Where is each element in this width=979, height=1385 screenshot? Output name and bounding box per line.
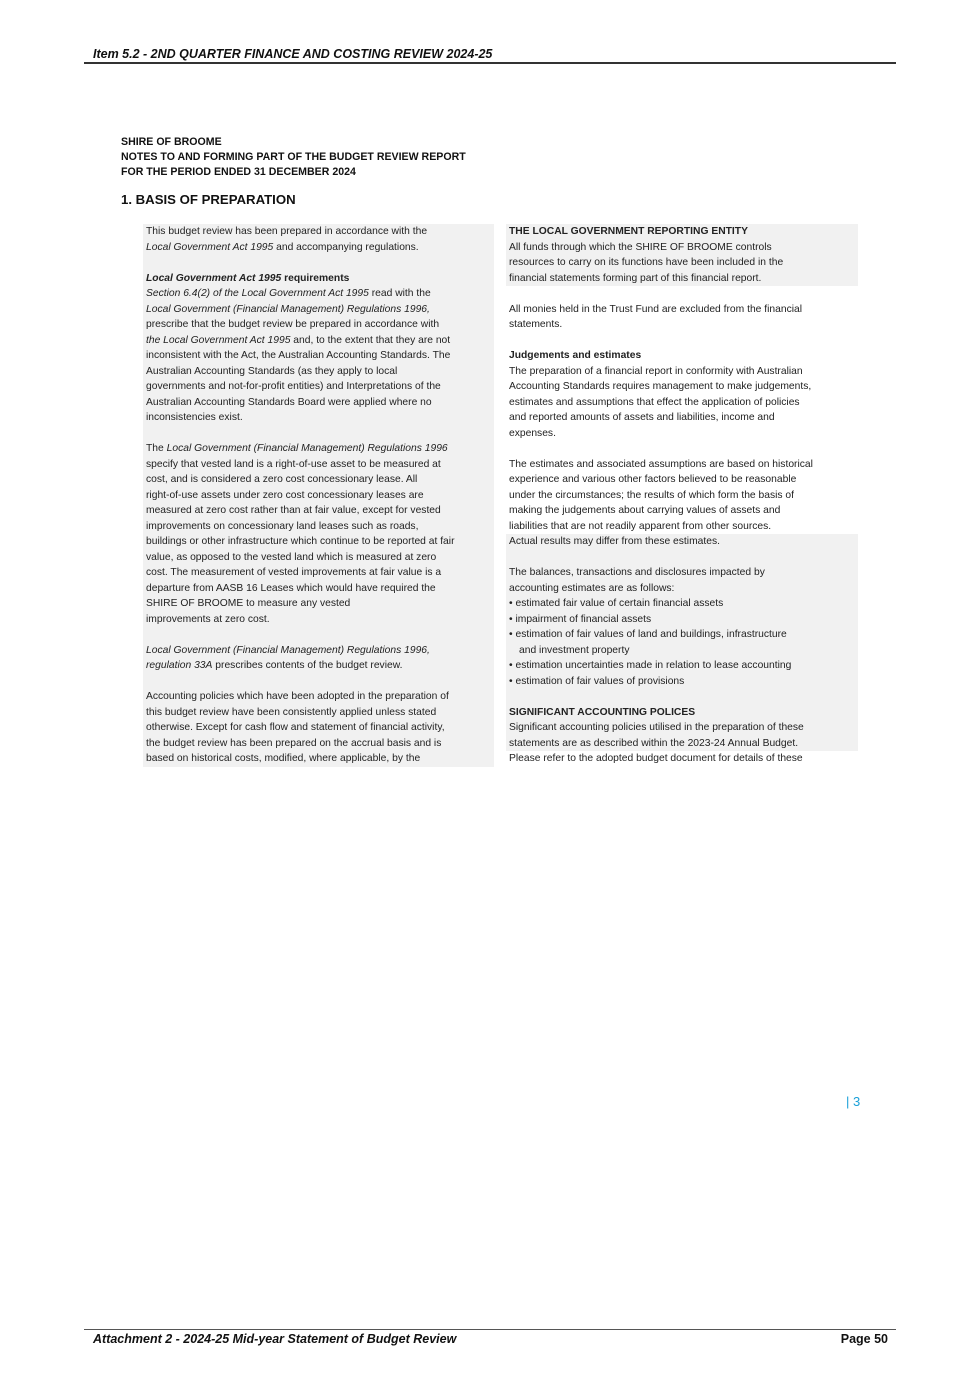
right-column: THE LOCAL GOVERNMENT REPORTING ENTITY All funds through which the SHIRE OF BROOME controls resources to carry on its functions have been included in the financial statements forming part of this financial report. All monies held in the Trust Fund are excluded from the financial statements. Judgements and estimates The preparation of a financial report in conformity with Australian Accounting Standards requires management to make judgements, estimates and assumptions that effect the application of policies and reported amounts of assets and liabilities, income and expenses. The estimates and associated assumptions are based on historical experience and various other factors believed to be reasonable under the circumstances; the results of which form the basis of making the judgements about carrying values of assets and liabilities that are not readily apparent from other sources. Actual results may differ from these estimates. The balances, transactions and disclosures impacted by accounting estimates are as follows: • estimated fair value of certain financial assets • impairment of financial assets • estimation of fair values of land and buildings, infrastructure and investment property • estimation uncertainties made in relation to lease accounting • estimation of fair values of provisions SIGNIFICANT ACCOUNTING POLICES Significant accounting policies utilised in the preparation of these statements are as described within the 2023-24 Annual Budget. Please refer to the adopted budget document for details of these: [506, 224, 858, 767]
report-title-block: [121, 135, 466, 180]
list-item: • impairment of financial assets: [509, 613, 652, 625]
significant-policies-heading: SIGNIFICANT ACCOUNTING POLICES: [509, 706, 696, 718]
list-item: • estimation uncertainties made in relation to lease accounting: [509, 660, 792, 671]
requirements-heading: Local Government Act 1995 requirements: [146, 272, 350, 284]
intro-paragraph: This budget review has been prepared in accordance with the Local Government Act 1995 and accompanying regulations. Local Government Act 1995 requirements Section 6.4(2) of the Local Government Act 1995 read with the Local Government (Financial Management) Regulations 1996, prescribe that the budget review be prepared in accordance with the Local Government Act 1995 and, to the extent that they are not inconsistent with the Act, the Australian Accounting Standards. The Australian Accounting Standards (as they apply to local governments and not-for-profit entities) and Interpretations of the Australian Accounting Standards Board were applied where no inconsistencies exist. The Local Government (Financial Management) Regulations 1996 specify that vested land is a right-of-use asset to be measured at cost, and is considered a zero cost concessionary lease. All right-of-use assets under zero cost concessionary leases are measured at zero cost rather than at fair value, except for vested improvements on concessionary land leases such as roads, buildings or other infrastructure which continue to be reported at fair value, as opposed to the vested land which is measured at zero cost. The measurement of vested improvements at fair value is a departure from AASB 16 Leases which would have required the SHIRE OF BROOME to measure any vested improvements at zero cost. Local Government (Financial Management) Regulations 1996, regulation 33A prescribes contents of the budget review. Accounting policies which have been adopted in the preparation of this budget review have been consistently applied unless stated otherwise. Except for cash flow and statement of financial activity, the budget review has been prepared on the accrual basis and is based on historical costs, modified, where applicable, by the: [143, 224, 494, 767]
report-period: FOR THE PERIOD ENDED 31 DECEMBER 2024: [121, 166, 356, 178]
report-title: NOTES TO AND FORMING PART OF THE BUDGET REVIEW REPORT: [121, 151, 466, 163]
left-column: [143, 224, 494, 767]
section-heading: 1. BASIS OF PREPARATION: [121, 192, 296, 207]
list-item: • estimated fair value of certain financial assets: [509, 598, 724, 609]
reporting-entity-heading: THE LOCAL GOVERNMENT REPORTING ENTITY: [509, 226, 748, 237]
footer-attachment-title: Attachment 2 - 2024-25 Mid-year Statement of Budget Review: [93, 1332, 457, 1346]
footer-page-number: Page 50: [840, 1332, 888, 1346]
organisation-name: SHIRE OF BROOME: [121, 136, 222, 148]
list-item: • estimation of fair values of provisions: [509, 675, 685, 687]
document-header: Item 5.2 - 2ND QUARTER FINANCE AND COSTING REVIEW 2024-25: [93, 47, 493, 61]
header-divider: [84, 62, 896, 64]
judgements-heading: Judgements and estimates: [509, 350, 642, 361]
reporting-entity-block: THE LOCAL GOVERNMENT REPORTING ENTITY All funds through which the SHIRE OF BROOME controls resources to carry on its functions have been included in the financial statements forming part of this financial report.: [506, 224, 858, 286]
inner-page-number: | 3: [846, 1094, 861, 1109]
estimates-block: Actual results may differ from these estimates. The balances, transactions and disclosures impacted by accounting estimates are as follows: • estimated fair value of certain financial assets • impairment of financial assets • estimation of fair values of land and buildings, infrastructure and investment property • estimation uncertainties made in relation to lease accounting • estimation of fair values of provisions SIGNIFICANT ACCOUNTING POLICES Significant accounting policies utilised in the preparation of these statements are as described within the 2023-24 Annual Budget.: [506, 534, 858, 751]
footer-divider: [84, 1329, 896, 1330]
list-item: • estimation of fair values of land and buildings, infrastructure: [509, 629, 787, 640]
